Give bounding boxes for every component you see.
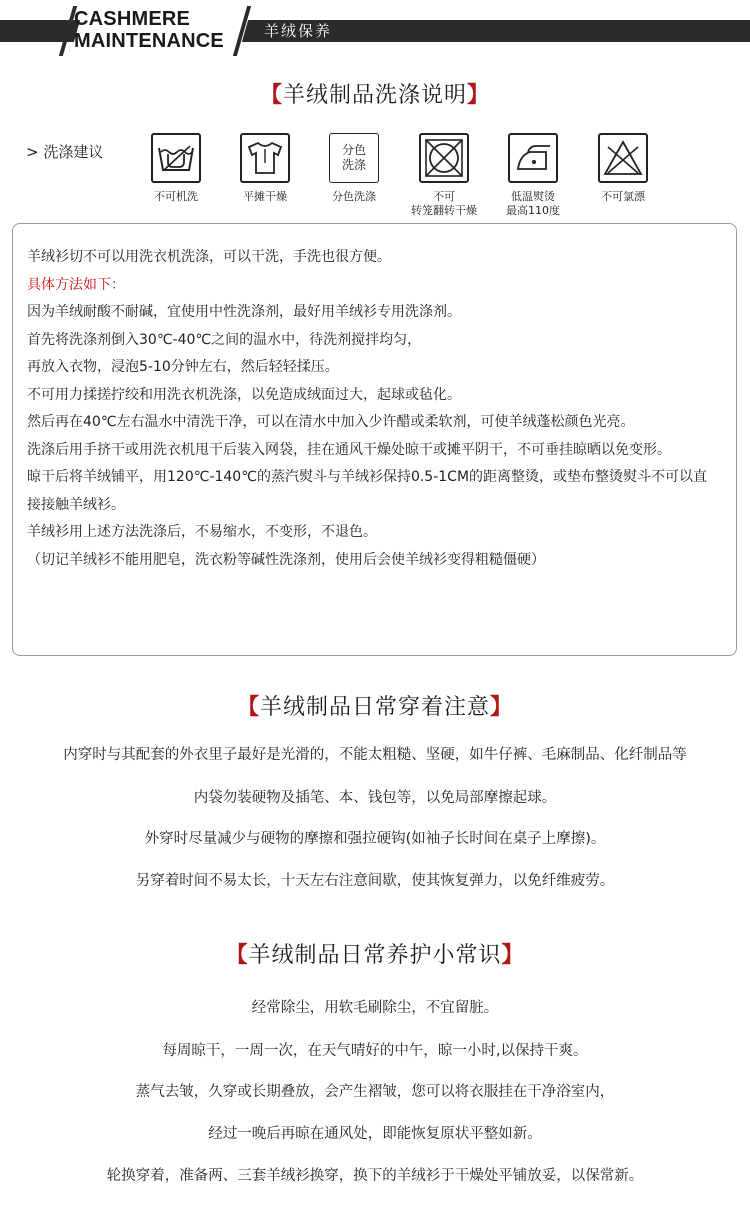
wash-advice-label: > 洗涤建议 — [26, 143, 104, 161]
no-bleach-icon — [598, 133, 648, 183]
instruction-text: 晾干后将羊绒铺平，用120℃-140℃的蒸汽熨斗与羊绒衫保持0.5-1CM的距离整烫，或垫布整烫熨斗不可以直接接触羊绒衫。 — [27, 469, 708, 513]
banner-title-line2: MAINTENANCE — [74, 30, 224, 52]
care-line: 蒸气去皱，久穿或长期叠放，会产生褶皱，您可以将衣服挂在干净浴室内， — [135, 1084, 615, 1100]
care-line: 经常除尘，用软毛刷除尘，不宜留脏。 — [251, 1000, 499, 1016]
banner-title — [74, 8, 224, 52]
instruction-text: 不可用力揉搓拧绞和用洗衣机洗涤，以免造成绒面过大，起球或毡化。 — [27, 386, 461, 403]
instruction-text: 因为羊绒耐酸不耐碱，宜使用中性洗涤剂，最好用羊绒衫专用洗涤剂。 — [27, 304, 461, 320]
symbol-caption: 平摊干燥 — [243, 190, 287, 203]
symbol-low-iron — [497, 133, 569, 218]
symbol-caption: 不可氯漂 — [601, 190, 645, 203]
symbol-caption: 分色洗涤 — [332, 190, 376, 203]
symbol-caption: 不可机洗 — [154, 190, 198, 203]
washing-instructions-panel — [12, 223, 737, 656]
wearing-line: 内穿时与其配套的外衣里子最好是光滑的，不能太粗糙、坚硬，如牛仔裤、毛麻制品、化纤制品等 — [63, 747, 687, 763]
care-line: 轮换穿着，准备两、三套羊绒衫换穿，换下的羊绒衫于干燥处平铺放妥，以保常新。 — [106, 1168, 644, 1184]
no-tumble-dry-icon — [419, 133, 469, 183]
symbol-no-bleach — [587, 133, 659, 204]
instruction-note: （切记羊绒衫不能用肥皂，洗衣粉等碱性洗涤剂，使用后会使羊绒衫变得粗糙僵硬） — [27, 551, 545, 568]
wearing-line: 外穿时尽量减少与硬物的摩擦和强拉硬钩(如袖子长时间在桌子上摩擦)。 — [144, 831, 606, 847]
symbol-no-machine-wash — [140, 133, 212, 204]
wearing-heading: 【羊绒制品日常穿着注意】 — [236, 695, 514, 720]
method-heading: 具体方法如下： — [27, 276, 125, 293]
header-banner — [0, 0, 750, 56]
symbol-flat-dry — [229, 133, 301, 204]
care-heading: 【羊绒制品日常养护小常识】 — [225, 943, 525, 968]
symbol-caption: 低温熨烫 最高110度 — [506, 190, 560, 217]
instruction-text: 洗涤后用手挤干或用洗衣机甩干后装入网袋，挂在通风干燥处晾干或摊平阴干，不可垂挂晾晒以免变形。 — [27, 441, 671, 458]
symbol-caption: 不可 转笼翻转干燥 — [411, 190, 477, 217]
banner-subtitle: 羊绒保养 — [264, 22, 333, 40]
instruction-text: 然后再在40℃左右温水中清洗干净，可以在清水中加入少许醋或柔软剂，可使羊绒蓬松颜色光亮。 — [27, 414, 635, 430]
washing-heading: 【羊绒制品洗涤说明】 — [259, 83, 491, 108]
instruction-text: 首先将洗涤剂倒入30℃-40℃之间的温水中，待洗剂搅拌均匀， — [27, 331, 422, 348]
no-machine-wash-icon — [151, 133, 201, 183]
wearing-line: 另穿着时间不易太长，十天左右注意间歇，使其恢复弹力，以免纤维疲劳。 — [135, 873, 615, 889]
care-line: 经过一晚后再晾在通风处，即能恢复原状平整如新。 — [208, 1126, 542, 1142]
instruction-text: 羊绒衫用上述方法洗涤后，不易缩水，不变形，不退色。 — [27, 524, 377, 540]
care-line: 每周晾干，一周一次，在天气晴好的中午，晾一小时,以保持干爽。 — [162, 1043, 588, 1059]
low-iron-icon — [508, 133, 558, 183]
flat-dry-icon — [240, 133, 290, 183]
symbol-separate-wash — [318, 133, 390, 204]
banner-title-line1: CASHMERE — [74, 8, 191, 30]
wearing-line: 内袋勿装硬物及插笔、本、钱包等，以免局部摩擦起球。 — [193, 790, 557, 806]
symbol-no-tumble-dry — [408, 133, 480, 218]
separate-wash-icon: 分色 洗涤 — [329, 133, 379, 183]
instruction-text: 再放入衣物，浸泡5-10分钟左右，然后轻轻揉压。 — [27, 359, 339, 375]
instruction-text: 羊绒衫切不可以用洗衣机洗涤，可以干洗，手洗也很方便。 — [27, 249, 391, 265]
